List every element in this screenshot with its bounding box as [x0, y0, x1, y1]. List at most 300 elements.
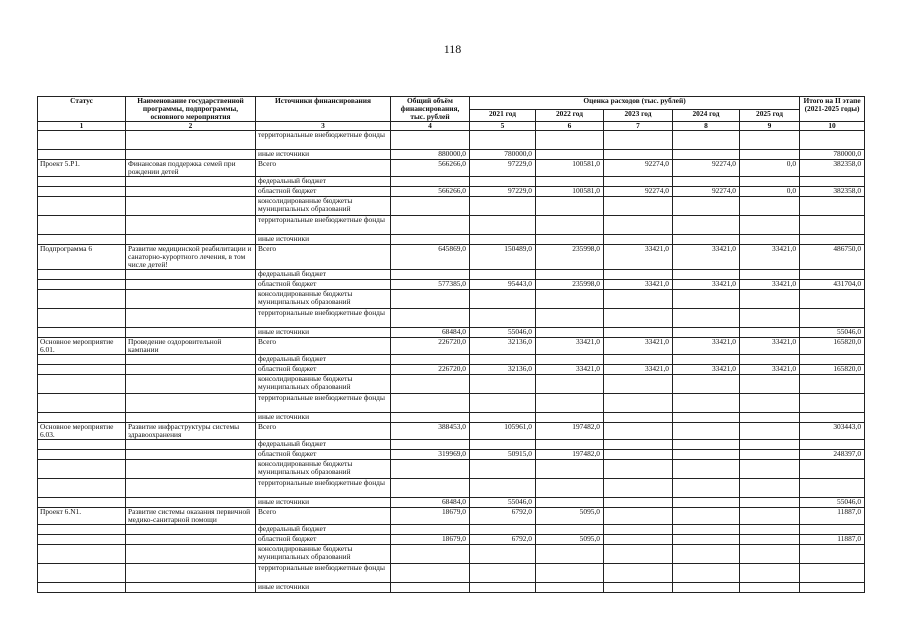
year-2021-cell: 50915,0: [470, 450, 536, 460]
stage-total-cell: [800, 290, 865, 309]
year-2022-cell: [536, 545, 604, 564]
table-row: [38, 328, 865, 338]
year-2023-cell: [604, 460, 673, 479]
year-2022-cell: [536, 413, 604, 423]
total-cell: 18679,0: [391, 535, 470, 545]
name-cell: [126, 216, 256, 235]
stage-total-cell: [800, 440, 865, 450]
total-cell: [391, 525, 470, 535]
year-2023-cell: [604, 328, 673, 338]
name-cell: Проведение оздоровительной кампании: [126, 338, 256, 355]
year-2022-cell: [536, 131, 604, 150]
table-row: [38, 216, 865, 235]
year-2022-cell: [536, 177, 604, 187]
stage-total-cell: 165820,0: [800, 365, 865, 375]
stage-total-cell: 431704,0: [800, 280, 865, 290]
column-number: 6: [536, 122, 604, 131]
year-2024-cell: [673, 394, 740, 413]
stage-total-cell: [800, 394, 865, 413]
year-2022-cell: [536, 583, 604, 593]
year-2024-cell: [673, 177, 740, 187]
year-2024-cell: [673, 290, 740, 309]
stage-total-cell: [800, 545, 865, 564]
year-2025-cell: [740, 440, 800, 450]
year-2022-cell: [536, 150, 604, 160]
table-row: [38, 535, 865, 545]
year-2025-cell: [740, 355, 800, 365]
year-2022-cell: [536, 525, 604, 535]
year-2024-cell: [673, 413, 740, 423]
status-cell: [38, 328, 126, 338]
stage-total-cell: [800, 309, 865, 328]
year-2021-cell: 32136,0: [470, 365, 536, 375]
stage-total-cell: 486750,0: [800, 245, 865, 270]
year-2023-cell: [604, 450, 673, 460]
stage-total-cell: [800, 216, 865, 235]
year-2023-cell: [604, 235, 673, 245]
year-2023-cell: 92274,0: [604, 160, 673, 177]
year-2022-cell: [536, 564, 604, 583]
total-cell: [391, 197, 470, 216]
status-cell: [38, 564, 126, 583]
source-cell: Всего: [256, 423, 391, 440]
status-cell: [38, 535, 126, 545]
total-cell: 645869,0: [391, 245, 470, 270]
stage-total-cell: 780000,0: [800, 150, 865, 160]
year-2025-cell: [740, 564, 800, 583]
status-cell: [38, 583, 126, 593]
year-2025-cell: [740, 270, 800, 280]
status-cell: [38, 479, 126, 498]
table-row: [38, 177, 865, 187]
year-2025-cell: 33421,0: [740, 280, 800, 290]
year-2022-cell: 5095,0: [536, 535, 604, 545]
stage-total-cell: 248397,0: [800, 450, 865, 460]
year-2022-cell: 197482,0: [536, 450, 604, 460]
name-cell: [126, 479, 256, 498]
year-2025-cell: [740, 583, 800, 593]
year-2021-cell: 105961,0: [470, 423, 536, 440]
name-cell: [126, 177, 256, 187]
total-cell: [391, 290, 470, 309]
year-2023-cell: [604, 197, 673, 216]
year-2022-cell: 33421,0: [536, 365, 604, 375]
status-cell: [38, 525, 126, 535]
name-cell: [126, 525, 256, 535]
stage-total-cell: 11887,0: [800, 535, 865, 545]
column-number: 10: [800, 122, 865, 131]
table-row: [38, 450, 865, 460]
name-cell: [126, 131, 256, 150]
table-row: [38, 423, 865, 440]
source-cell: иные источники: [256, 328, 391, 338]
year-2021-cell: [470, 270, 536, 280]
year-2021-cell: [470, 413, 536, 423]
year-2021-cell: 95443,0: [470, 280, 536, 290]
total-cell: 226720,0: [391, 365, 470, 375]
year-2023-cell: [604, 564, 673, 583]
year-2024-cell: [673, 270, 740, 280]
name-cell: [126, 460, 256, 479]
total-cell: [391, 375, 470, 394]
name-cell: [126, 413, 256, 423]
year-2021-cell: [470, 564, 536, 583]
status-cell: [38, 270, 126, 280]
name-cell: [126, 355, 256, 365]
status-cell: [38, 365, 126, 375]
year-2025-cell: [740, 479, 800, 498]
name-cell: [126, 187, 256, 197]
source-cell: федеральный бюджет: [256, 525, 391, 535]
source-cell: федеральный бюджет: [256, 270, 391, 280]
table-row: [38, 545, 865, 564]
table-row: [38, 564, 865, 583]
stage-total-cell: [800, 564, 865, 583]
year-2021-cell: [470, 440, 536, 450]
year-2025-cell: [740, 150, 800, 160]
table-row: [38, 309, 865, 328]
total-cell: [391, 309, 470, 328]
status-cell: [38, 187, 126, 197]
status-cell: [38, 150, 126, 160]
column-number: 4: [391, 122, 470, 131]
year-2023-cell: [604, 394, 673, 413]
stage-total-cell: [800, 525, 865, 535]
total-cell: 68484,0: [391, 328, 470, 338]
status-cell: [38, 290, 126, 309]
year-2021-cell: 55046,0: [470, 498, 536, 508]
name-cell: Развитие медицинской реабилитации и санаторно-курортного лечения, в том числе детей!: [126, 245, 256, 270]
source-cell: территориальные внебюджетные фонды: [256, 216, 391, 235]
status-cell: [38, 375, 126, 394]
year-2023-cell: [604, 355, 673, 365]
status-cell: [38, 309, 126, 328]
year-2024-cell: 92274,0: [673, 187, 740, 197]
page-number: 118: [443, 42, 462, 56]
year-2021-cell: 6792,0: [470, 508, 536, 525]
name-cell: [126, 365, 256, 375]
stage-total-cell: [800, 583, 865, 593]
year-2025-cell: 0,0: [740, 187, 800, 197]
source-cell: Всего: [256, 160, 391, 177]
year-2025-cell: [740, 460, 800, 479]
year-2025-cell: [740, 394, 800, 413]
stage-total-cell: [800, 270, 865, 280]
year-2021-cell: 780000,0: [470, 150, 536, 160]
status-cell: [38, 131, 126, 150]
stage-total-cell: [800, 375, 865, 394]
year-2023-cell: [604, 309, 673, 328]
total-cell: 388453,0: [391, 423, 470, 440]
total-cell: [391, 413, 470, 423]
stage-total-cell: 303443,0: [800, 423, 865, 440]
year-2021-cell: 150489,0: [470, 245, 536, 270]
year-2021-cell: [470, 479, 536, 498]
year-2021-cell: [470, 197, 536, 216]
year-2023-cell: [604, 545, 673, 564]
header-name: Наименование государственной программы, подпрограммы, основного мероприятия: [126, 97, 256, 122]
status-cell: [38, 460, 126, 479]
source-cell: территориальные внебюджетные фонды: [256, 564, 391, 583]
year-2024-cell: [673, 564, 740, 583]
status-cell: Основное мероприятие 6.03.: [38, 423, 126, 440]
stage-total-cell: 382358,0: [800, 187, 865, 197]
year-2023-cell: [604, 423, 673, 440]
stage-total-cell: 11887,0: [800, 508, 865, 525]
year-2025-cell: 33421,0: [740, 365, 800, 375]
year-2024-cell: [673, 535, 740, 545]
stage-total-cell: 382358,0: [800, 160, 865, 177]
year-2021-cell: 97229,0: [470, 160, 536, 177]
table-row: [38, 235, 865, 245]
total-cell: [391, 564, 470, 583]
year-2021-cell: [470, 131, 536, 150]
year-2024-cell: [673, 423, 740, 440]
stage-total-cell: [800, 197, 865, 216]
year-2022-cell: 235998,0: [536, 245, 604, 270]
source-cell: областной бюджет: [256, 535, 391, 545]
source-cell: иные источники: [256, 150, 391, 160]
table-row: [38, 270, 865, 280]
header-status: Статус: [38, 97, 126, 122]
year-2022-cell: 100581,0: [536, 160, 604, 177]
year-2024-cell: [673, 479, 740, 498]
year-2023-cell: [604, 216, 673, 235]
year-2023-cell: [604, 413, 673, 423]
source-cell: Всего: [256, 508, 391, 525]
year-2021-cell: [470, 525, 536, 535]
source-cell: федеральный бюджет: [256, 355, 391, 365]
year-2025-cell: [740, 413, 800, 423]
year-2024-cell: [673, 460, 740, 479]
source-cell: консолидированные бюджеты муниципальных образований: [256, 375, 391, 394]
status-cell: Подпрограмма 6: [38, 245, 126, 270]
year-2023-cell: 33421,0: [604, 338, 673, 355]
header-2023: 2023 год: [604, 109, 673, 122]
table-row: [38, 355, 865, 365]
year-2022-cell: [536, 270, 604, 280]
status-cell: [38, 545, 126, 564]
name-cell: [126, 375, 256, 394]
year-2023-cell: 33421,0: [604, 280, 673, 290]
table-row: [38, 187, 865, 197]
year-2022-cell: [536, 328, 604, 338]
year-2025-cell: [740, 290, 800, 309]
status-cell: [38, 498, 126, 508]
year-2021-cell: [470, 355, 536, 365]
year-2024-cell: [673, 355, 740, 365]
year-2024-cell: [673, 328, 740, 338]
name-cell: [126, 545, 256, 564]
year-2024-cell: [673, 583, 740, 593]
year-2022-cell: [536, 394, 604, 413]
year-2025-cell: [740, 498, 800, 508]
year-2021-cell: 55046,0: [470, 328, 536, 338]
year-2023-cell: [604, 525, 673, 535]
column-number: 1: [38, 122, 126, 131]
name-cell: [126, 150, 256, 160]
status-cell: [38, 450, 126, 460]
year-2024-cell: [673, 375, 740, 394]
status-cell: [38, 355, 126, 365]
year-2022-cell: 100581,0: [536, 187, 604, 197]
name-cell: [126, 440, 256, 450]
status-cell: [38, 413, 126, 423]
year-2021-cell: [470, 545, 536, 564]
column-number: 5: [470, 122, 536, 131]
total-cell: [391, 131, 470, 150]
year-2023-cell: [604, 290, 673, 309]
header-estimate: Оценка расходов (тыс. рублей): [470, 97, 800, 110]
year-2022-cell: 235998,0: [536, 280, 604, 290]
year-2025-cell: [740, 375, 800, 394]
name-cell: [126, 290, 256, 309]
table-row: [38, 460, 865, 479]
source-cell: территориальные внебюджетные фонды: [256, 309, 391, 328]
year-2024-cell: 33421,0: [673, 365, 740, 375]
year-2025-cell: [740, 508, 800, 525]
source-cell: иные источники: [256, 235, 391, 245]
total-cell: [391, 479, 470, 498]
table-row: [38, 160, 865, 177]
name-cell: [126, 394, 256, 413]
name-cell: Развитие инфраструктуры системы здравоохранения: [126, 423, 256, 440]
stage-total-cell: [800, 355, 865, 365]
year-2025-cell: [740, 535, 800, 545]
year-2023-cell: [604, 498, 673, 508]
year-2021-cell: [470, 177, 536, 187]
year-2024-cell: [673, 508, 740, 525]
year-2025-cell: [740, 423, 800, 440]
year-2023-cell: [604, 508, 673, 525]
year-2021-cell: [470, 290, 536, 309]
stage-total-cell: [800, 177, 865, 187]
stage-total-cell: 55046,0: [800, 328, 865, 338]
year-2023-cell: 33421,0: [604, 245, 673, 270]
table-row: [38, 498, 865, 508]
year-2024-cell: [673, 131, 740, 150]
source-cell: иные источники: [256, 583, 391, 593]
year-2021-cell: [470, 394, 536, 413]
total-cell: 577385,0: [391, 280, 470, 290]
total-cell: 566266,0: [391, 160, 470, 177]
source-cell: территориальные внебюджетные фонды: [256, 479, 391, 498]
header-2025: 2025 год: [740, 109, 800, 122]
year-2022-cell: [536, 197, 604, 216]
year-2025-cell: 33421,0: [740, 338, 800, 355]
table-row: [38, 280, 865, 290]
source-cell: областной бюджет: [256, 365, 391, 375]
year-2024-cell: 92274,0: [673, 160, 740, 177]
table-row: [38, 290, 865, 309]
year-2024-cell: [673, 216, 740, 235]
year-2022-cell: [536, 375, 604, 394]
source-cell: федеральный бюджет: [256, 440, 391, 450]
source-cell: Всего: [256, 338, 391, 355]
table-row: [38, 583, 865, 593]
year-2025-cell: [740, 235, 800, 245]
total-cell: 880000,0: [391, 150, 470, 160]
column-number: 3: [256, 122, 391, 131]
total-cell: [391, 394, 470, 413]
total-cell: [391, 355, 470, 365]
year-2021-cell: 32136,0: [470, 338, 536, 355]
name-cell: [126, 583, 256, 593]
year-2024-cell: [673, 498, 740, 508]
year-2023-cell: 33421,0: [604, 365, 673, 375]
year-2022-cell: [536, 216, 604, 235]
name-cell: [126, 450, 256, 460]
year-2024-cell: [673, 450, 740, 460]
total-cell: [391, 440, 470, 450]
name-cell: Финансовая поддержка семей при рождении детей: [126, 160, 256, 177]
status-cell: Проект 5.Р1.: [38, 160, 126, 177]
year-2022-cell: 197482,0: [536, 423, 604, 440]
name-cell: [126, 235, 256, 245]
header-2022: 2022 год: [536, 109, 604, 122]
financing-table: [37, 96, 865, 593]
year-2025-cell: [740, 450, 800, 460]
name-cell: [126, 564, 256, 583]
year-2024-cell: 33421,0: [673, 338, 740, 355]
status-cell: [38, 280, 126, 290]
column-number: 7: [604, 122, 673, 131]
year-2022-cell: [536, 235, 604, 245]
year-2022-cell: [536, 290, 604, 309]
column-number-row: [38, 122, 865, 131]
year-2023-cell: [604, 375, 673, 394]
total-cell: [391, 235, 470, 245]
table-row: [38, 365, 865, 375]
stage-total-cell: 55046,0: [800, 498, 865, 508]
header-stage-total: Итого на II этапе (2021-2025 годы): [800, 97, 865, 122]
column-number: 8: [673, 122, 740, 131]
year-2021-cell: 6792,0: [470, 535, 536, 545]
table-body: [38, 131, 865, 593]
name-cell: Развитие системы оказания первичной медико-санитарной помощи: [126, 508, 256, 525]
year-2023-cell: [604, 440, 673, 450]
year-2021-cell: [470, 583, 536, 593]
year-2025-cell: [740, 525, 800, 535]
year-2025-cell: 0,0: [740, 160, 800, 177]
stage-total-cell: [800, 131, 865, 150]
total-cell: 226720,0: [391, 338, 470, 355]
name-cell: [126, 535, 256, 545]
year-2024-cell: [673, 440, 740, 450]
year-2023-cell: [604, 270, 673, 280]
stage-total-cell: [800, 479, 865, 498]
name-cell: [126, 328, 256, 338]
year-2022-cell: [536, 440, 604, 450]
year-2023-cell: [604, 535, 673, 545]
column-number: 9: [740, 122, 800, 131]
header-2024: 2024 год: [673, 109, 740, 122]
name-cell: [126, 309, 256, 328]
total-cell: 319969,0: [391, 450, 470, 460]
year-2022-cell: [536, 355, 604, 365]
year-2023-cell: [604, 479, 673, 498]
name-cell: [126, 498, 256, 508]
year-2021-cell: [470, 375, 536, 394]
year-2024-cell: 33421,0: [673, 280, 740, 290]
source-cell: Всего: [256, 245, 391, 270]
total-cell: 18679,0: [391, 508, 470, 525]
year-2022-cell: [536, 460, 604, 479]
source-cell: консолидированные бюджеты муниципальных образований: [256, 290, 391, 309]
table-row: [38, 375, 865, 394]
header-2021: 2021 год: [470, 109, 536, 122]
source-cell: консолидированные бюджеты муниципальных образований: [256, 545, 391, 564]
